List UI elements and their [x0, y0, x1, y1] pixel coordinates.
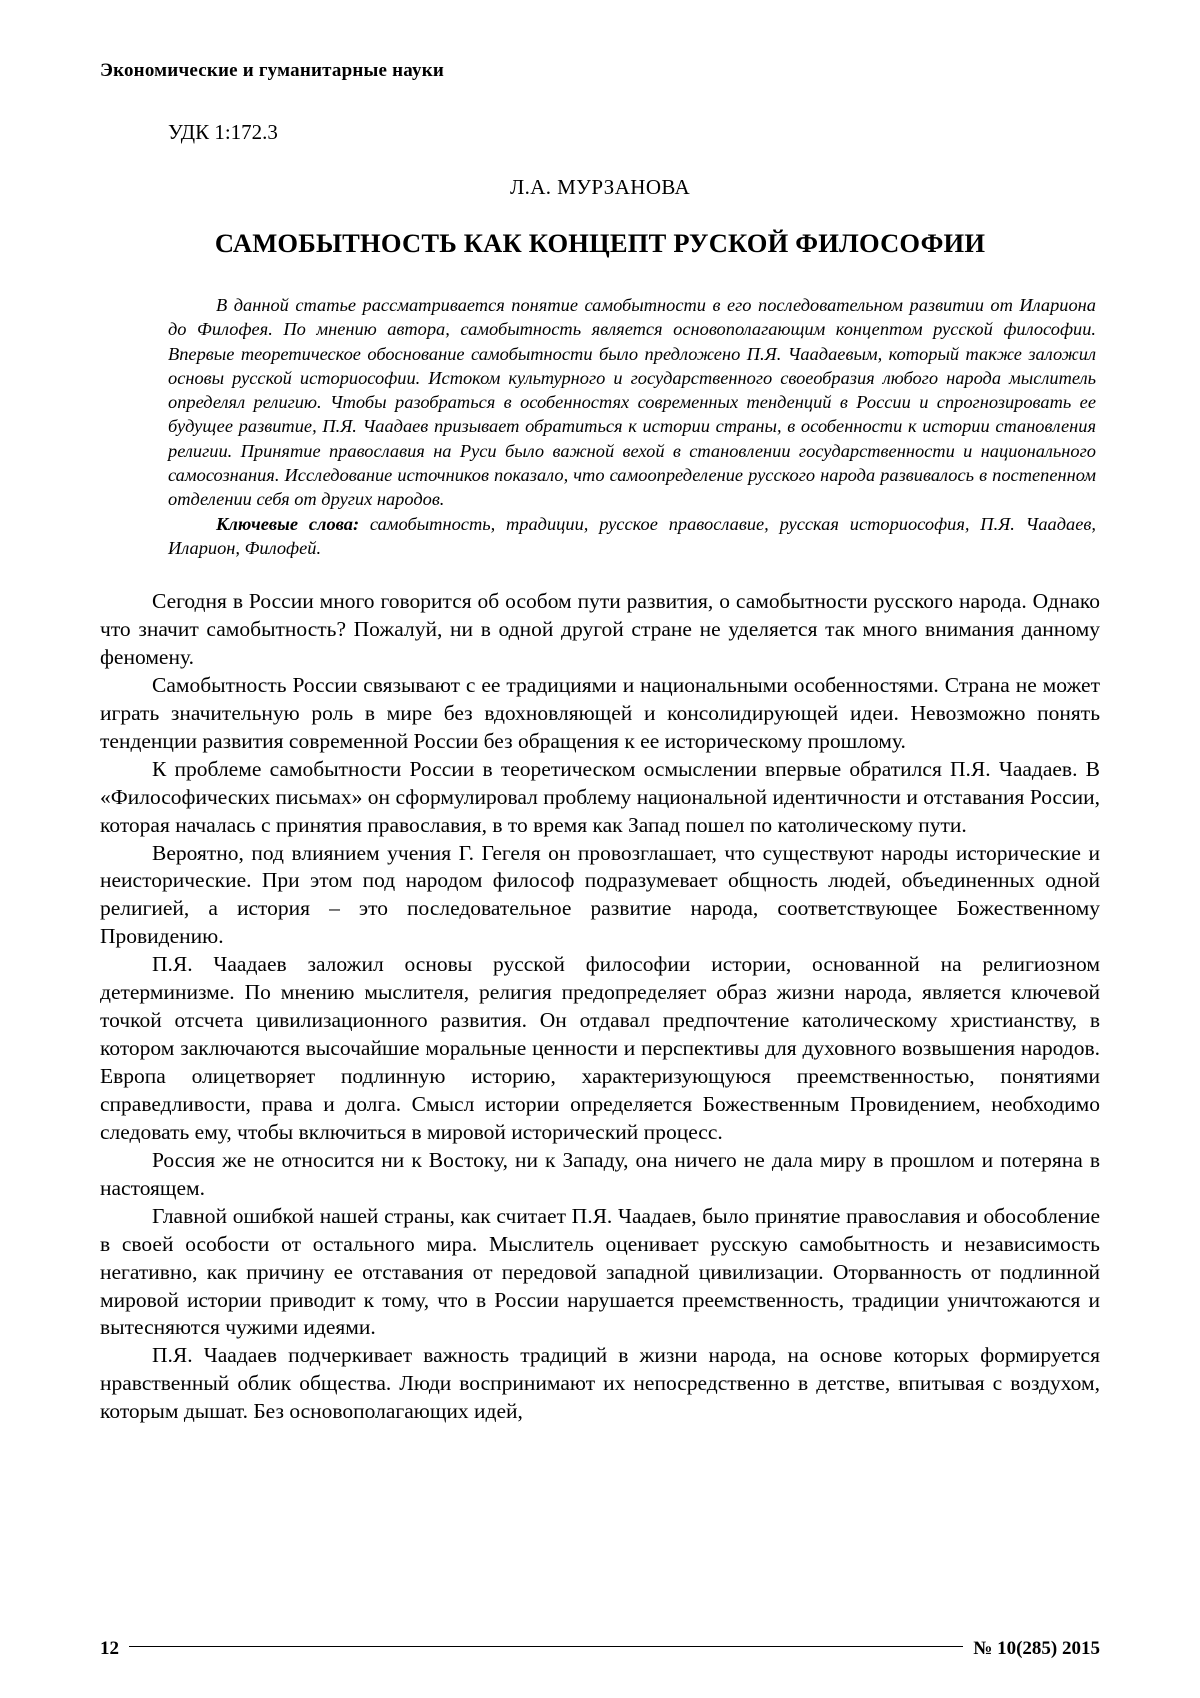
page-footer — [100, 1638, 1100, 1660]
page-number: 12 — [100, 1638, 119, 1659]
paragraph: Сегодня в России много говорится об особом пути развития, о самобытности русского народа. Однако что значит самобытность? Пожалуй, ни в одной другой стране не уделяется так много внимания данному феномену. — [100, 589, 1100, 669]
paragraph: П.Я. Чаадаев заложил основы русской философии истории, основанной на религиозном детерминизме. По мнению мыслителя, религия предопределяет образ жизни народа, является ключевой точкой отсчета цивилизационного развития. Он отдавал предпочтение католическому христианству, в котором заключаются высочайшие моральные ценности и перспективы для духовного возвышения народов. Европа олицетворяет подлинную историю, характеризующуюся преемственностью, понятиями справедливости, права и долга. Смысл истории определяется Божественным Провидением, необходимо следовать ему, чтобы включиться в мировой исторический процесс. — [100, 952, 1100, 1144]
issue-number: № 10(285) 2015 — [973, 1638, 1100, 1659]
running-head-title: Экономические и гуманитарные науки — [100, 60, 452, 82]
udc-code: УДК 1:172.3 — [168, 120, 278, 144]
paragraph: Россия же не относится ни к Востоку, ни к Западу, она ничего не дала миру в прошлом и потеряна в настоящем. — [100, 1147, 1100, 1200]
running-head — [100, 60, 1100, 94]
page-title: САМОБЫТНОСТЬ КАК КОНЦЕПТ РУСКОЙ ФИЛОСОФИИ — [214, 228, 986, 258]
keywords-line — [168, 512, 1096, 561]
body-text — [100, 588, 1100, 1426]
keywords-label: Ключевые слова: — [216, 513, 360, 534]
paragraph: Вероятно, под влиянием учения Г. Гегеля он провозглашает, что существуют народы исторические и неисторические. При этом под народом философ подразумевает общность людей, объединенных одной религией, а история – это последовательное развитие народа, соответствующее Божественному Провидению. — [100, 840, 1100, 949]
author-name: Л.А. МУРЗАНОВА — [509, 175, 691, 199]
paragraph: Самобытность России связывают с ее традициями и национальными особенностями. Страна не может играть значительную роль в мире без вдохновляющей и консолидирующей идеи. Невозможно понять тенденции развития современной России без обращения к ее историческому прошлому. — [100, 672, 1100, 753]
abstract-text: В данной статье рассматривается понятие самобытности в его последовательном развитии от Илариона до Филофея. По мнению автора, самобытность является основополагающим концептом русской философии. Впервые теоретическое обоснование самобытности было предложено П.Я. Чаадаевым, который также заложил основы русской историософии. Истоком культурного и государственного своеобразия любого народа мыслитель определял религию. Чтобы разобраться в особенностях современных тенденций в России и спрогнозировать ее будущее развитие, П.Я. Чаадаев призывает обратиться к истории страны, в особенности к истории становления религии. Принятие православия на Руси было важной вехой в становлении государственности и национального самосознания. Исследование источников показало, что самоопределение русского народа развивалось в постепенном отделении себя от других народов. — [168, 295, 1096, 510]
paragraph: П.Я. Чаадаев подчеркивает важность традиций в жизни народа, на основе которых формируется нравственный облик общества. Люди воспринимают их непосредственно в детстве, впитывая с воздухом, которым дышат. Без основополагающих идей, — [100, 1343, 1100, 1424]
paragraph: К проблеме самобытности России в теоретическом осмыслении впервые обратился П.Я. Чаадаев. В «Философических письмах» он сформулировал проблему национальной идентичности и отставания России, которая началась с принятия православия, в то время как Запад пошел по католическому пути. — [100, 756, 1100, 837]
running-head-rule — [100, 87, 1100, 88]
footer-rule — [129, 1646, 963, 1647]
keywords-text: самобытность, традиции, русское православие, русская историософия, П.Я. Чаадаев, Иларион, Филофей. — [168, 513, 1096, 558]
paragraph: Главной ошибкой нашей страны, как считает П.Я. Чаадаев, было принятие православия и обособление в своей особости от остального мира. Мыслитель оценивает русскую самобытность и независимость негативно, как причину ее отставания от передовой западной цивилизации. Оторванность от подлинной мировой истории приводит к тому, что в России нарушается преемственность, традиции уничтожаются и вытесняются чужими идеями. — [100, 1203, 1100, 1340]
